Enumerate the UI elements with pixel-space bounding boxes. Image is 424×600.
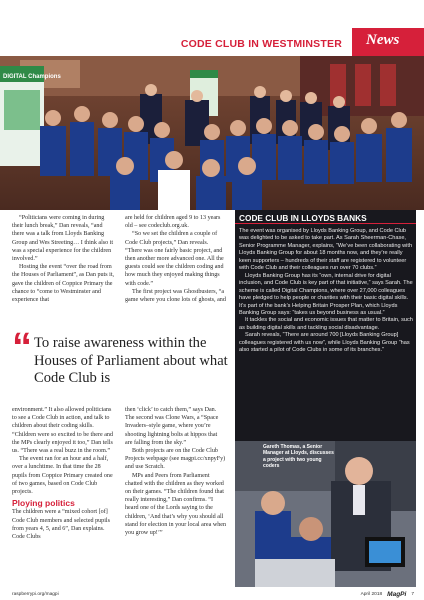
news-label: News — [366, 32, 400, 48]
page-header — [0, 0, 424, 56]
article-column-1 — [12, 214, 115, 304]
paragraph: The event ran for an hour and a half, over a lunchtime. In that time the 28 pupils from Coppice Primary created one of two games, based on Code Club projects. — [12, 456, 113, 496]
sidebar-paragraph: Lloyds Banking Group has its “own, internal drive for digital inclusion, and Code Club is key part of that initiative,” says Sarah. The scheme is called Digital Champions, where over 27,000 colleagues have pledged to help people or charities with their basic digital skills. It’s part of the bank’s Helping Britain Prosper Plan, which Lloyds Banking Group says: “takes us beyond business as usual.” — [239, 272, 413, 316]
banner-text: DIGITAL Champions — [3, 74, 61, 80]
page-number: 7 — [411, 592, 414, 597]
paragraph: Both projects are on the Code Club Projects webpage (see magpi.cc/xnpyFy) and use Scratch. — [125, 448, 226, 471]
section-title: CODE CLUB IN WESTMINSTER — [180, 38, 342, 50]
article-column-2 — [125, 214, 226, 304]
subheading: Ploying politics — [12, 498, 75, 509]
paragraph: “Politicians were coming in during their lunch break,” Dan reveals, “and there was a talk from Lloyds Banking Group and Wes Streeting… I think also it was a special experience for the children involved.” — [12, 215, 114, 263]
photo-caption: Gareth Thomas, a Senior Manager at Lloyds, discusses a project with two young coders — [263, 444, 334, 469]
paragraph: Hosting the event “over the road from the Houses of Parliament”, as Dan puts it, gave the children of Coppice Primary the chance to “come to Westminster and experience that — [12, 264, 115, 304]
paragraph: are held for children aged 9 to 13 years old – see codeclub.org.uk. — [125, 215, 221, 230]
news-tab — [352, 28, 424, 56]
quote-mark-icon: “ — [12, 325, 32, 369]
sidebar-box — [235, 210, 416, 441]
group-photo — [0, 56, 424, 210]
sidebar-paragraph: Sarah reveals, “There are around 700 [Lloyds Banking Group] colleagues registered with us now”, while Lloyds Banking Group “has also started a pilot of Code Clubs in some of its branches.” — [239, 332, 410, 354]
paragraph: The children were a “mixed cohort [of] Code Club members and selected pupils from years 4, 5, and 6”, Dan explains. Code Clubs — [12, 509, 110, 541]
footer-date: April 2018 — [360, 592, 383, 597]
paragraph: MPs and Peers from Parliament chatted with the children as they worked on their games. “The children found that really interesting,” Dan confirms. “I heard one of the Lords saying to the children, ‘And that’s why you should all stand for election in your local area when you grow up!’” — [125, 472, 227, 537]
sidebar-body — [239, 228, 413, 355]
pull-quote — [12, 325, 228, 403]
sidebar-title: CODE CLUB IN LLOYDS BANKS — [235, 210, 416, 224]
group-photo-illustration — [0, 56, 424, 210]
article-column-3 — [12, 406, 115, 541]
paragraph: The first project was Ghostbusters, “a game where you clone lots of ghosts, and — [125, 288, 226, 304]
footer-url: raspberrypi.org/magpi — [12, 592, 59, 597]
paragraph: then ‘click’ to catch them,” says Dan. The second was Clone Wars, a “Space Invaders–style game, where you’re shooting lightning bolts at hippos that are falling from the sky.” — [125, 407, 219, 446]
paragraph: “So we set the children a couple of Code Club projects,” Dan reveals. “There was one fairly basic project, and then another more advanced one. All the guests could see the children coding and how much they enjoyed making things with code.” — [125, 231, 224, 287]
pull-quote-text: To raise awareness within the Houses of Parliament about what Code Club is — [34, 335, 228, 386]
sidebar-paragraph: It tackles the social and economic issues that matter to Britain, such as building digital skills and tackling social disadvantage. — [239, 317, 413, 331]
footer-right — [361, 591, 414, 598]
sidebar-paragraph: The event was organised by Lloyds Banking Group, and Code Club was delighted to be asked to take part. As Sarah Sheerman-Chase, Senior Programme Manager, explains, “We’ve been collaborating with Lloyds Banking Group for about 18 months now, and they’re really keen supporters – hundreds of their staff are registered to volunteer with Code Club and their colleagues run over 70 clubs.” — [239, 228, 413, 272]
magpi-logo: MagPi — [387, 591, 407, 598]
paragraph: environment.” It also allowed politicians to see a Code Club in action, and talk to children about their coding skills. “Children were so excited to be there and the MPs clearly enjoyed it too,” Dan tells us. “There was a real buzz in the room.” — [12, 407, 114, 455]
article-column-4 — [125, 406, 226, 537]
